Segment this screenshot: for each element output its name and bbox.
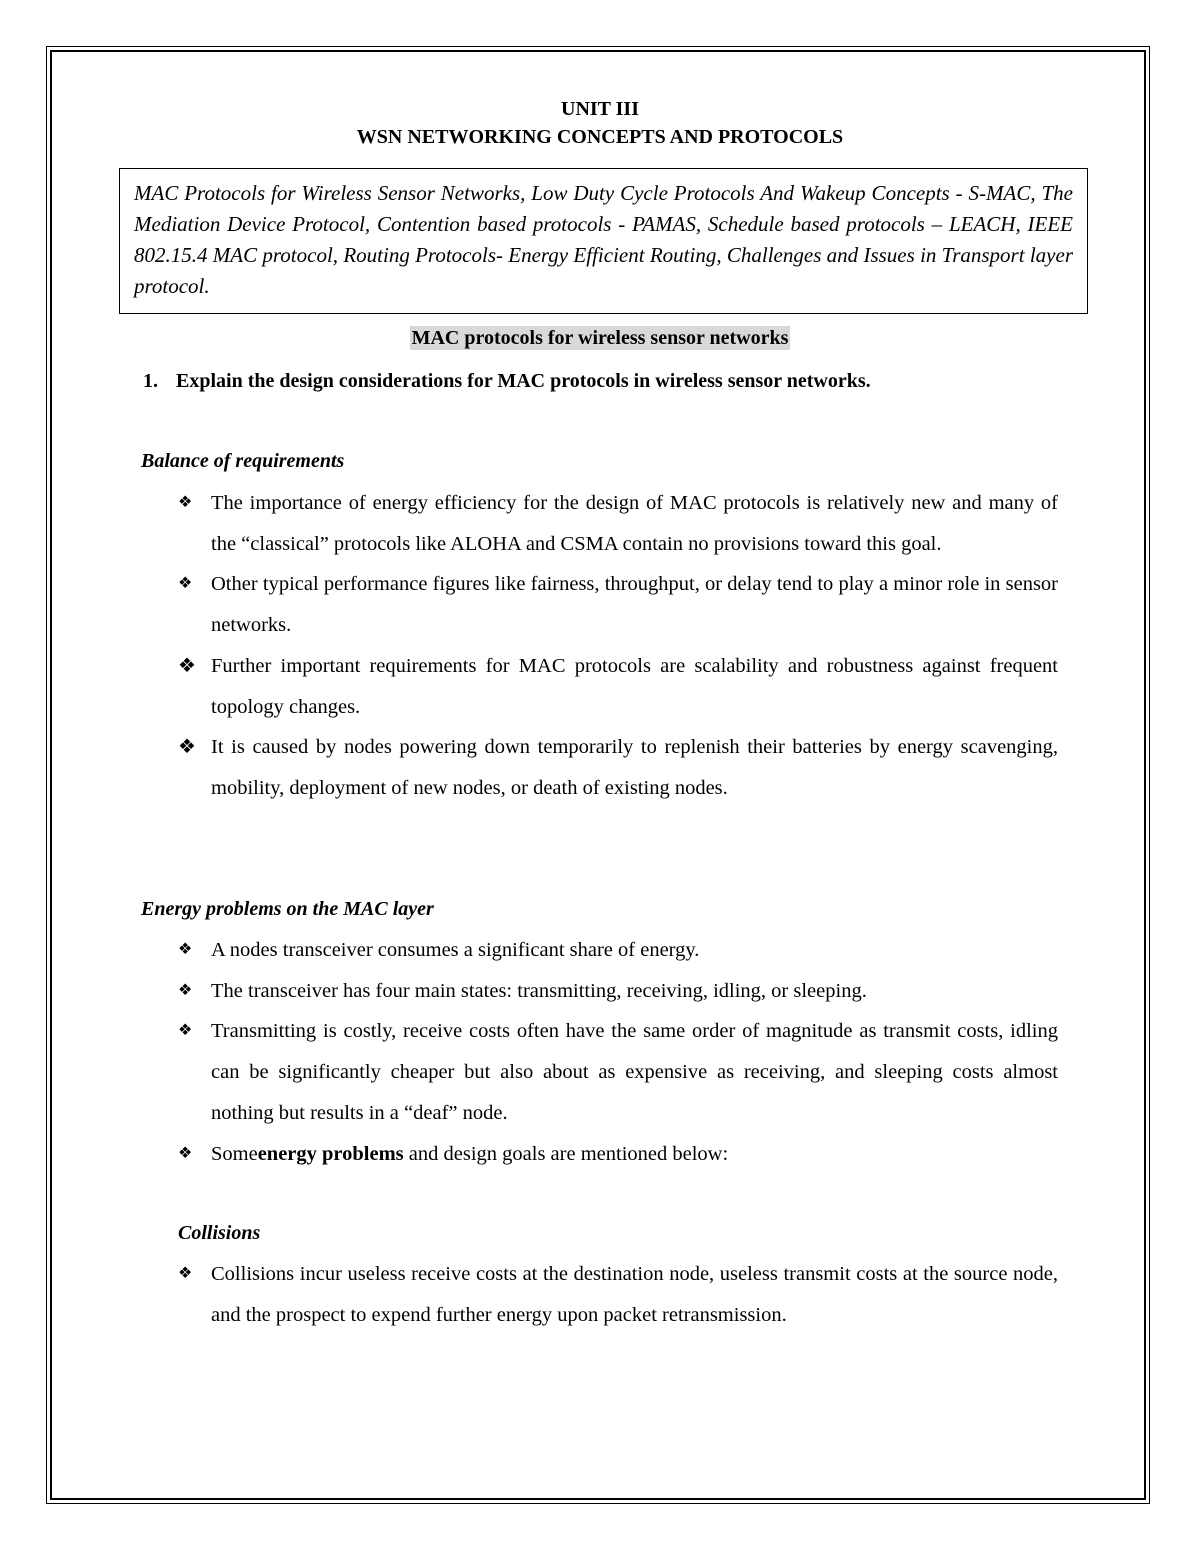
list-item-text: It is caused by nodes powering down temporarily to replenish their batteries by energy scavenging, mobility, deployment of new nodes, or death of existing nodes. (211, 736, 1058, 799)
list-item (178, 930, 1058, 971)
list-item (178, 1254, 1058, 1335)
list-item-text: Transmitting is costly, receive costs often have the same order of magnitude as transmit costs, idling can be significantly cheaper but also about as expensive as receiving, and sleeping costs almost nothing but results in a “deaf” node. (211, 1020, 1058, 1124)
syllabus-box: MAC Protocols for Wireless Sensor Networks, Low Duty Cycle Protocols And Wakeup Concepts - S-MAC, The Mediation Device Protocol, Contention based protocols - PAMAS, Schedule based protocols – LEACH, IEEE 802.15.4 MAC protocol, Routing Protocols- Energy Efficient Routing, Challenges and Issues in Transport layer protocol. (119, 168, 1088, 314)
question-text: Explain the design considerations for MAC protocols in wireless sensor networks. (176, 370, 871, 392)
section-heading (0, 327, 1200, 350)
balance-heading: Balance of requirements (141, 450, 345, 472)
list-item-text-suffix: and design goals are mentioned below: (403, 1142, 729, 1165)
list-item-text-prefix: Some (211, 1142, 258, 1165)
section-heading-text: MAC protocols for wireless sensor networks (411, 327, 789, 349)
list-item-text: The transceiver has four main states: transmitting, receiving, idling, or sleeping. (211, 979, 867, 1002)
list-item (178, 1134, 1058, 1175)
diamond-bullet-icon: ❖ (178, 494, 193, 511)
diamond-bullet-icon: ❖ (178, 1265, 193, 1282)
energy-bullet-list (178, 930, 1058, 1174)
list-item-text: A nodes transceiver consumes a significant share of energy. (211, 939, 700, 961)
list-item-text: Collisions incur useless receive costs at the destination node, useless transmit costs at the source node, and the prospect to expend further energy upon packet retransmission. (211, 1263, 1058, 1326)
diamond-bullet-icon: ❖ (178, 1022, 193, 1040)
list-item (178, 1011, 1058, 1133)
list-item (178, 727, 1058, 808)
filled-diamond-bullet-icon: ❖ (178, 654, 196, 677)
energy-heading: Energy problems on the MAC layer (141, 898, 434, 920)
unit-title: WSN NETWORKING CONCEPTS AND PROTOCOLS (356, 126, 844, 148)
question (143, 370, 871, 393)
question-number: 1. (143, 370, 158, 392)
diamond-bullet-icon: ❖ (178, 981, 193, 999)
list-item-text: Further important requirements for MAC protocols are scalability and robustness against frequent topology changes. (211, 654, 1058, 718)
diamond-bullet-icon: ❖ (178, 1144, 193, 1162)
balance-bullet-list (178, 483, 1058, 809)
list-item (178, 564, 1058, 645)
diamond-bullet-icon: ❖ (178, 941, 193, 958)
list-item (178, 483, 1058, 564)
list-item (178, 646, 1058, 727)
unit-number: UNIT III (561, 98, 639, 120)
collisions-bullet-list (178, 1254, 1058, 1335)
list-item-text: The importance of energy efficiency for the design of MAC protocols is relatively new and many of the “classical” protocols like ALOHA and CSMA contain no provisions toward this goal. (211, 492, 1058, 555)
filled-diamond-bullet-icon: ❖ (178, 736, 196, 759)
list-item-text-bold: energy problems (257, 1142, 404, 1165)
list-item-text: Other typical performance figures like fairness, throughput, or delay tend to play a minor role in sensor networks. (211, 573, 1058, 637)
collisions-heading: Collisions (178, 1222, 261, 1244)
diamond-bullet-icon: ❖ (178, 575, 193, 593)
list-item (178, 971, 1058, 1012)
